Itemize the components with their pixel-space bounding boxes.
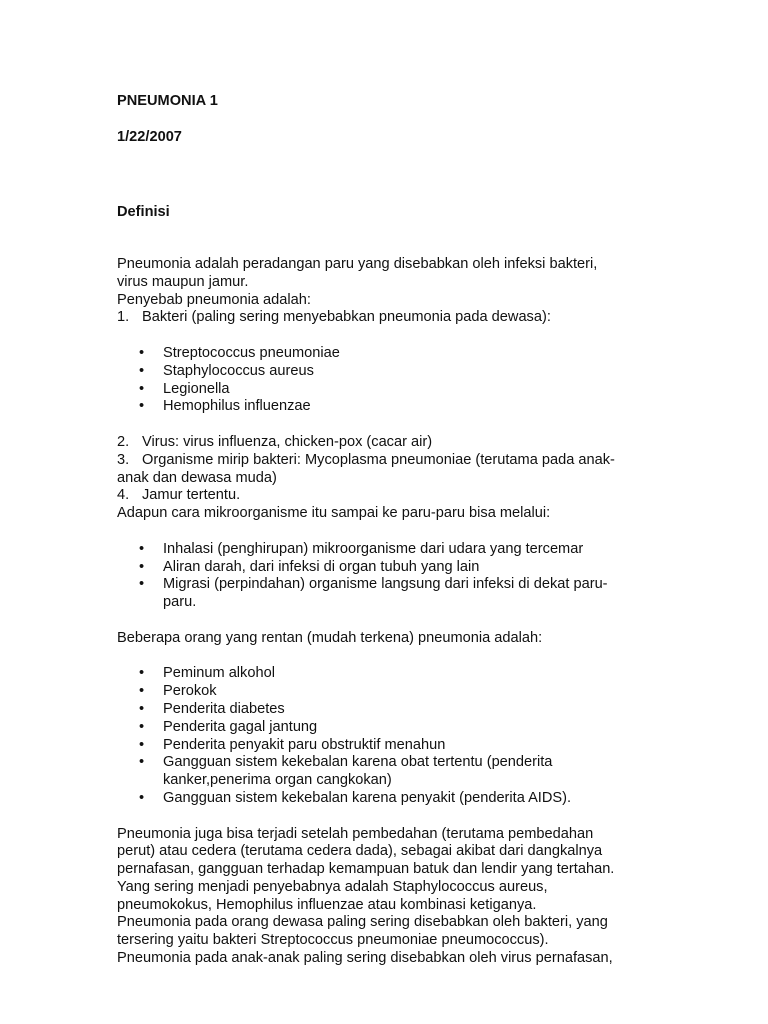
document-date: 1/22/2007 [117,129,182,145]
intro-line: Penyebab pneumonia adalah: [117,291,311,308]
list-item: • Hemophilus influenzae [117,398,657,416]
risk-6-line: • Gangguan sistem kekebalan karena obat tertentu (penderita [163,754,553,771]
closing-line: tersering yaitu bakteri Streptococcus pneumoniae pneumococcus). [117,932,549,949]
document-title: PNEUMONIA 1 [117,93,218,109]
route-3-line: paru. [163,594,197,611]
list-item: • Perokok [117,683,657,701]
list-item: • Penderita penyakit paru obstruktif menahun [117,737,657,755]
risk-6-line: kanker,penerima organ cangkokan) [163,772,392,789]
cause-text: Bakteri (paling sering menyebabkan pneumonia pada dewasa): [142,309,551,326]
bacteria-list [117,345,657,416]
cause-number: 1. [117,309,130,326]
closing-line: Pneumonia pada orang dewasa paling sering disebabkan oleh bakteri, yang [117,914,608,931]
closing-line: pernafasan, gangguan terhadap kemampuan batuk dan lendir yang tertahan. [117,861,615,878]
closing-line: perut) atau cedera (terutama cedera dada), sebagai akibat dari dangkalnya [117,843,603,860]
list-item: • Gangguan sistem kekebalan karena penyakit (penderita AIDS). [117,790,657,808]
list-item: • Penderita diabetes [117,701,657,719]
cause-number: 4. [117,487,130,504]
list-item: • Penderita gagal jantung [117,719,657,737]
cause-number: 3. [117,451,130,468]
intro-line: Pneumonia adalah peradangan paru yang disebabkan oleh infeksi bakteri, [117,256,598,272]
cause-number: 2. [117,433,130,450]
closing-line: Pneumonia juga bisa terjadi setelah pembedahan (terutama pembedahan [117,825,594,842]
cause-text: Organisme mirip bakteri: Mycoplasma pneumoniae (terutama pada anak- [142,451,615,468]
closing-line: pneumokokus, Hemophilus influenzae atau kombinasi ketiganya. [117,896,537,913]
list-item [117,576,657,612]
routes-list [117,541,657,612]
list-item: • Peminum alkohol [117,665,657,683]
cause-text: Jamur tertentu. [142,487,241,504]
closing-line: Pneumonia pada anak-anak paling sering disebabkan oleh virus pernafasan, [117,950,613,967]
list-item: • Aliran darah, dari infeksi di organ tubuh yang lain [117,559,657,577]
list-item: • Inhalasi (penghirupan) mikroorganisme dari udara yang tercemar [117,541,657,559]
cause-text: Virus: virus influenza, chicken-pox (cacar air) [142,433,433,450]
section-heading-definisi: Definisi [117,204,170,220]
route-3-line: • Migrasi (perpindahan) organisme langsung dari infeksi di dekat paru- [163,576,608,593]
document-body [117,256,657,968]
list-item: • Legionella [117,381,657,399]
cause-item-4 [117,487,657,505]
cause-item-2 [117,434,657,452]
routes-intro: Adapun cara mikroorganisme itu sampai ke paru-paru bisa melalui: [117,505,551,522]
list-item [117,754,657,790]
cause-item-1 [117,309,657,327]
cause-item-3 [117,452,657,470]
list-item: • Staphylococcus aureus [117,363,657,381]
closing-line: Yang sering menjadi penyebabnya adalah Staphylococcus aureus, [117,878,548,895]
risk-intro: Beberapa orang yang rentan (mudah terkena) pneumonia adalah: [117,629,543,646]
intro-line: virus maupun jamur. [117,273,249,290]
cause-item-3-continued: anak dan dewasa muda) [117,469,277,486]
list-item: • Streptococcus pneumoniae [117,345,657,363]
risk-list [117,665,657,807]
